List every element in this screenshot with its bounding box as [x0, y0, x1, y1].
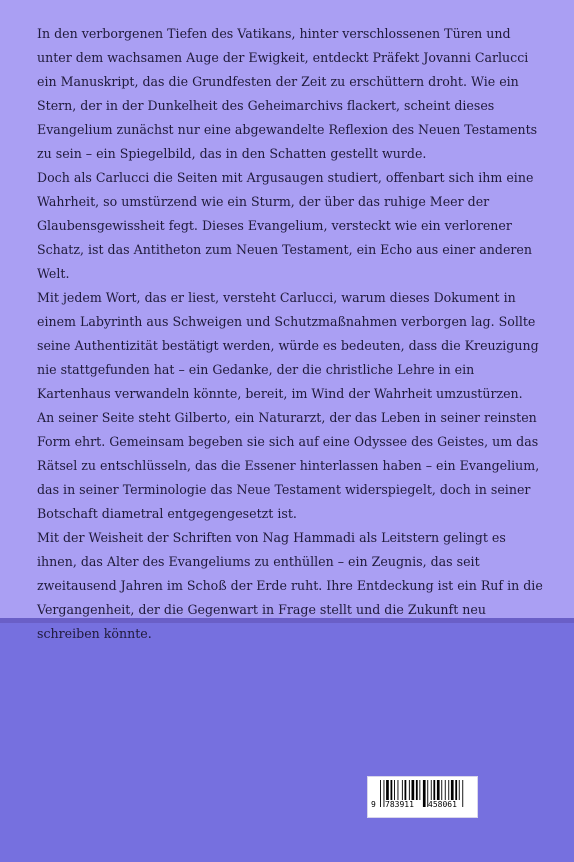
blurb-paragraph: Mit der Weisheit der Schriften von Nag Hammadi als Leitstern gelingt es ihnen, das Alter des Evangeliums zu enthüllen – ein Zeugnis, das seit zweitausend Jahren im Schoß der Erde ruht. Ihre Entdeckung ist ein Ruf in die Vergangenheit, der die Gegenwart in Frage stellt und die Zukunft neu schreiben könnte. — [37, 530, 543, 641]
barcode-digit-first: 9 — [371, 800, 376, 809]
isbn-barcode — [367, 776, 478, 818]
barcode-bar — [412, 780, 415, 800]
blurb-paragraph: In den verborgenen Tiefen des Vatikans, hinter verschlossenen Türen und unter dem wachsamen Auge der Ewigkeit, entdeckt Präfekt Jovanni Carlucci ein Manuskript, das die Grundfesten der Zeit zu erschüttern droht. Wie ein Stern, der in der Dunkelheit des Geheimarchivs flackert, scheint dieses Evangelium zunächst nur eine abgewandelte Reflexion des Neuen Testaments zu sein – ein Spiegelbild, das in den Schatten gestellt wurde. — [37, 26, 538, 161]
barcode-bar — [386, 780, 389, 800]
barcode-digits — [368, 800, 479, 812]
barcode-bar — [431, 780, 432, 800]
barcode-bar — [455, 780, 457, 800]
barcode-bar — [437, 780, 440, 800]
barcode-digits-right: 458061 — [428, 800, 457, 809]
barcode-bar — [451, 780, 454, 800]
barcode-bar — [445, 780, 446, 800]
barcode-bar — [405, 780, 407, 800]
barcode-bar — [459, 780, 460, 800]
panel-divider — [0, 618, 574, 623]
blurb-paragraph: Doch als Carlucci die Seiten mit Argusaugen studiert, offenbart sich ihm eine Wahrheit, so umstürzend wie ein Sturm, der über das ruhige Meer der Glaubensgewissheit fegt. Dieses Evangelium, versteckt wie ein verlorener Schatz, ist das Antitheton zum Neuen Testament, ein Echo aus einer anderen Welt. — [37, 170, 534, 281]
blurb-paragraph: Mit jedem Wort, das er liest, versteht Carlucci, warum dieses Dokument in einem Labyrinth aus Schweigen und Schutzmaßnahmen verborgen lag. Sollte seine Authentizität bestätigt werden, würde es bedeuten, dass die Kreuzigung nie stattgefunden hat – ein Gedanke, der die christliche Lehre in ein Kartenhaus verwandeln könnte, bereit, im Wind der Wahrheit umzustürzen. — [37, 290, 539, 401]
barcode-bar — [398, 780, 399, 800]
back-cover-blurb — [37, 22, 549, 646]
barcode-bar — [419, 780, 420, 800]
barcode-bar — [448, 780, 449, 800]
barcode-bar — [441, 780, 442, 800]
barcode-bar — [409, 780, 410, 800]
barcode-bar — [402, 780, 403, 800]
barcode-bar — [433, 780, 435, 800]
blurb-paragraph: An seiner Seite steht Gilberto, ein Naturarzt, der das Leben in seiner reinsten Form ehrt. Gemeinsam begeben sie sich auf eine Odyssee des Geistes, um das Rätsel zu entschlüsseln, das die Essener hinterlassen haben – ein Evangelium, das in seiner Terminologie das Neue Testament widerspiegelt, doch in seiner Botschaft diametral entgegengesetzt ist. — [37, 410, 540, 521]
barcode-bar — [394, 780, 395, 800]
barcode-bar — [416, 780, 418, 800]
barcode-digits-left: 783911 — [385, 800, 414, 809]
barcode-bar — [391, 780, 393, 800]
barcode-bars — [368, 777, 479, 819]
